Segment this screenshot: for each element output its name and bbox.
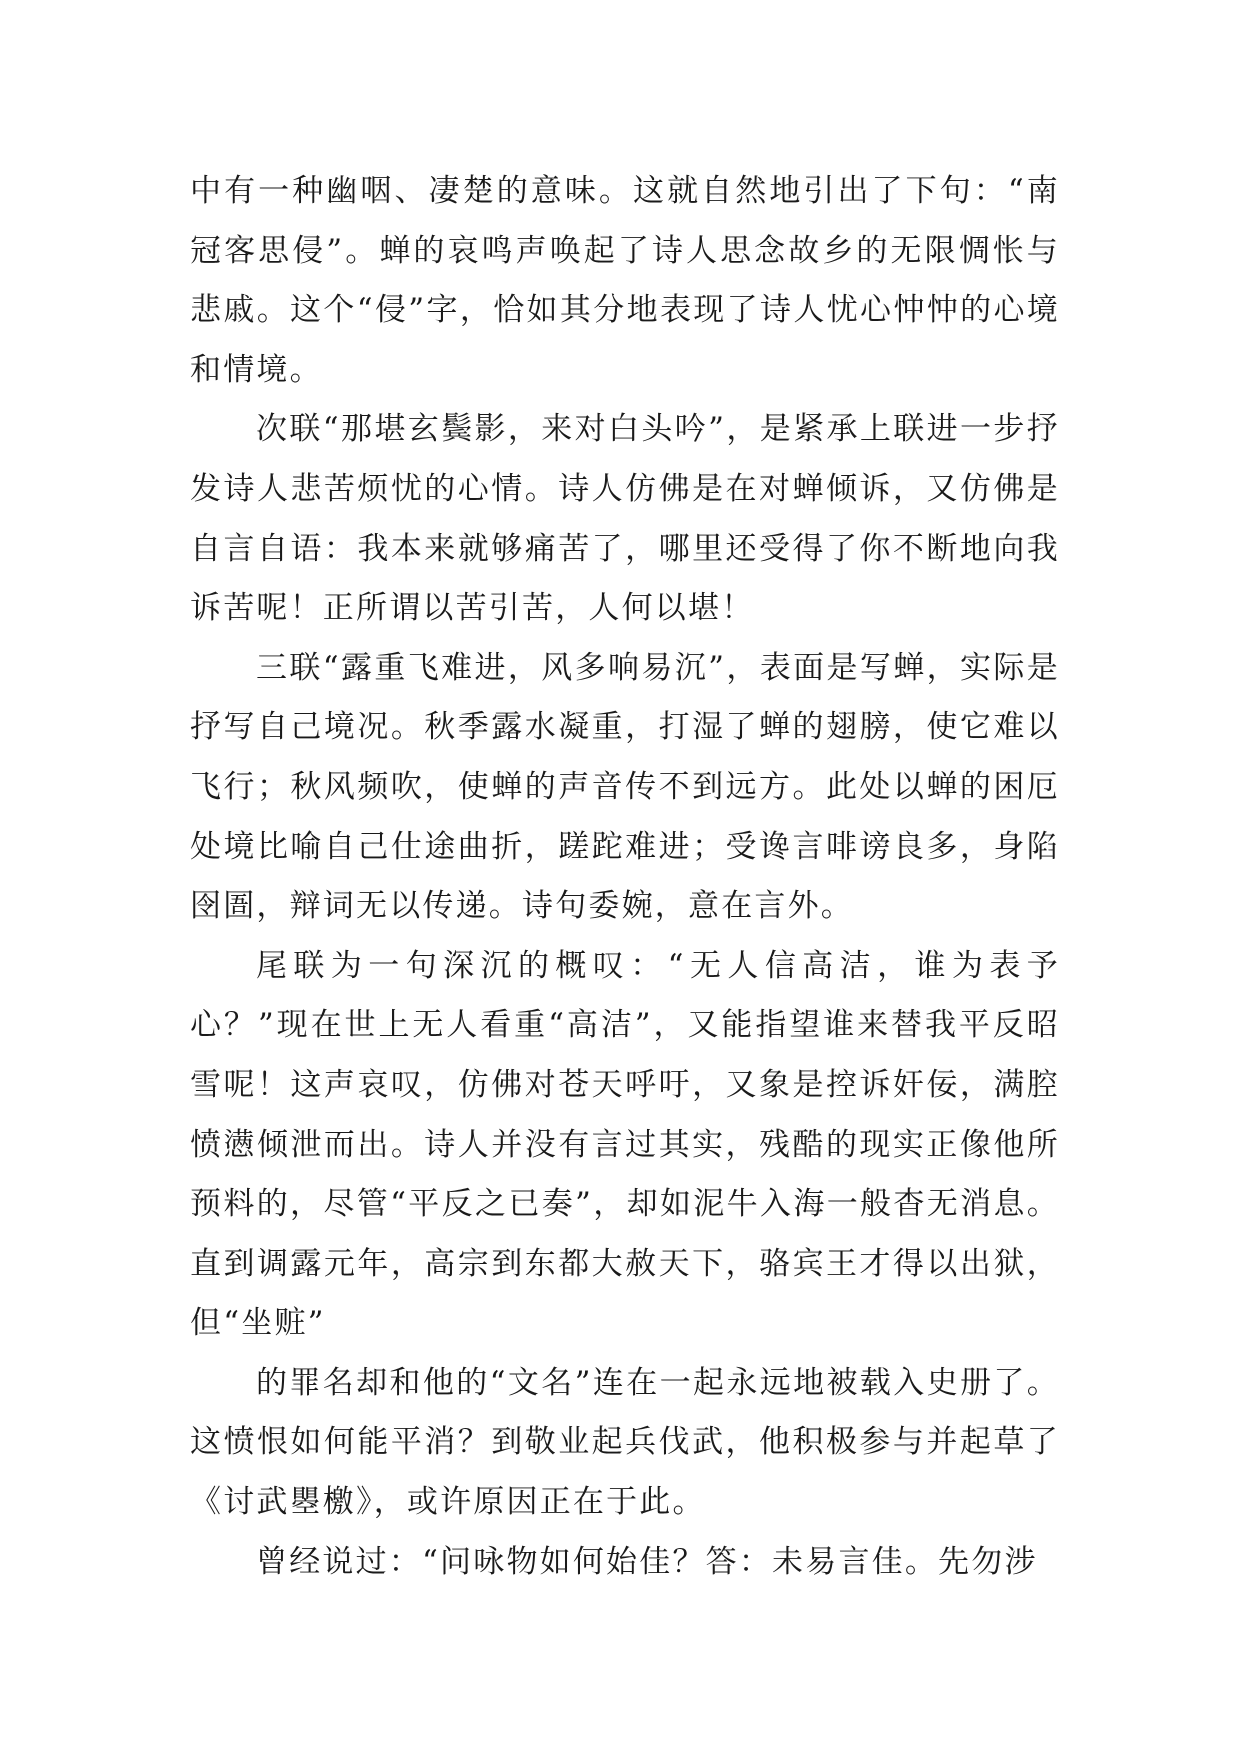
paragraph-1: 中有一种幽咽、凄楚的意味。这就自然地引出了下句：“南冠客思侵”。蝉的哀鸣声唤起了诗人思念故乡的无限惆怅与悲戚。这个“侵”字，恰如其分地表现了诗人忧心忡忡的心境和情境。: [190, 173, 1060, 388]
paragraph-6: 曾经说过：“问咏物如何始佳？答：未易言佳。先勿涉: [256, 1543, 1038, 1580]
document-body: [190, 162, 1060, 1592]
paragraph-3: 三联“露重飞难进，风多响易沉”，表面是写蝉，实际是抒写自己境况。秋季露水凝重，打湿了蝉的翅膀，使它难以飞行；秋风频吹，使蝉的声音传不到远方。此处以蝉的困厄处境比喻自己仕途曲折，蹉跎难进；受谗言啡谤良多，身陷囹圄，辩词无以传递。诗句委婉，意在言外。: [190, 649, 1060, 925]
paragraph-2: 次联“那堪玄鬓影，来对白头吟”，是紧承上联进一步抒发诗人悲苦烦忧的心情。诗人仿佛是在对蝉倾诉，又仿佛是自言自语：我本来就够痛苦了，哪里还受得了你不断地向我诉苦呢！正所谓以苦引苦，人何以堪！: [190, 411, 1060, 627]
paragraph-4: 尾联为一句深沉的概叹：“无人信高洁，谁为表予心？”现在世上无人看重“高洁”，又能指望谁来替我平反昭雪呢！这声哀叹，仿佛对苍天呼吁，又象是控诉奸佞，满腔愤懑倾泄而出。诗人并没有言过其实，残酷的现实正像他所预料的，尽管“平反之已奏”，却如泥牛入海一般杳无消息。直到调露元年，高宗到东都大赦天下，骆宾王才得以出狱，但“坐赃”: [190, 947, 1060, 1342]
paragraph-5: 的罪名却和他的“文名”连在一起永远地被载入史册了。这愤恨如何能平消？到敬业起兵伐武，他积极参与并起草了《讨武瞾檄》，或许原因正在于此。: [190, 1364, 1060, 1521]
